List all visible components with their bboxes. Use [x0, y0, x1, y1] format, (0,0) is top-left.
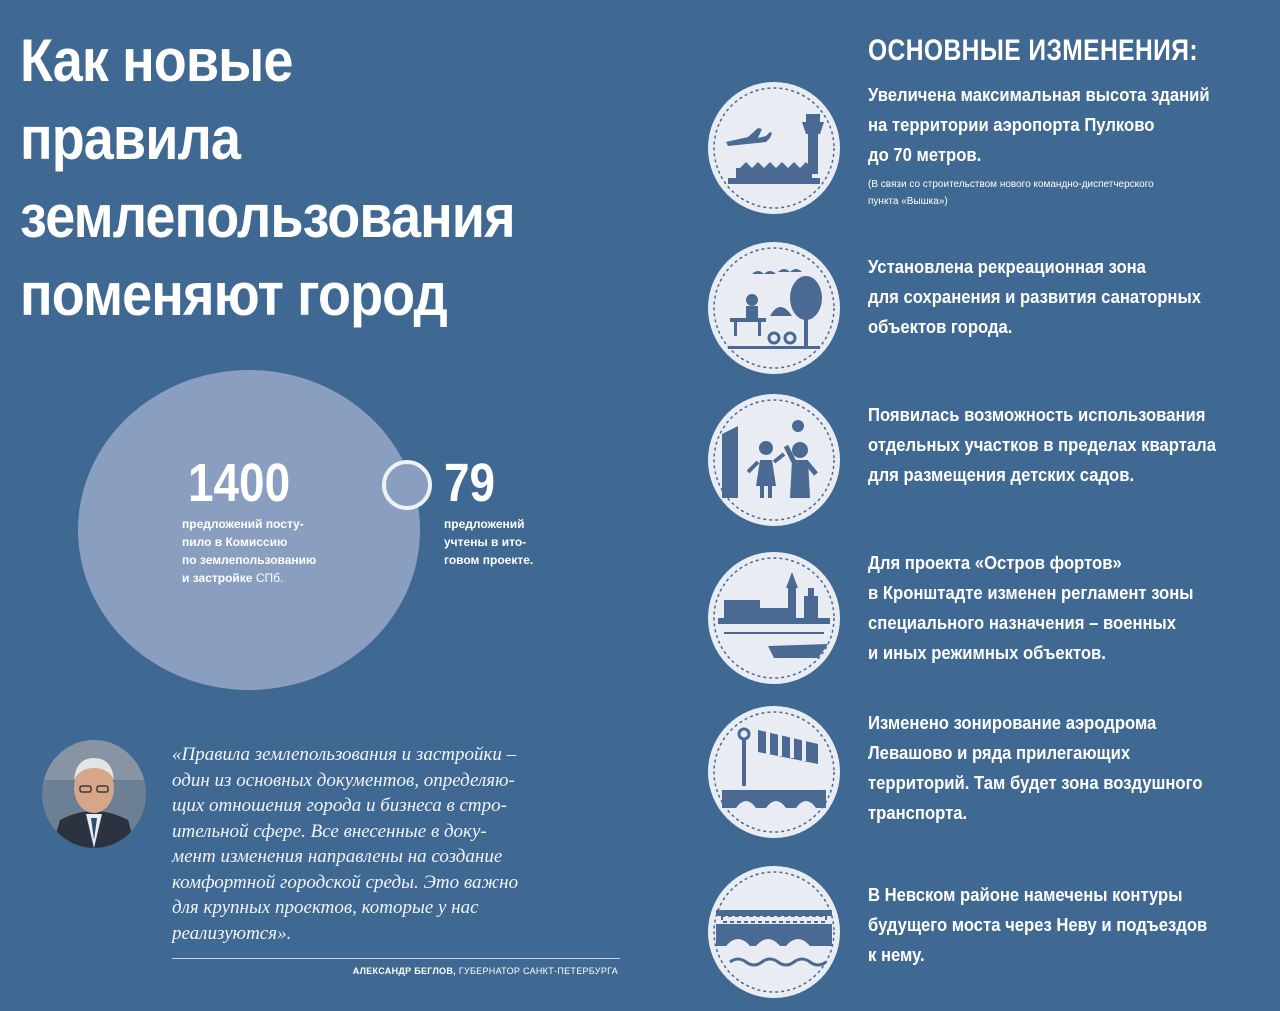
- stat-main-caption: [182, 515, 316, 587]
- recreation-icon: [708, 242, 840, 374]
- change-item-3-text: Появилась возможность использования отдельных участков в пределах квартала для размещения детских садов.: [868, 404, 1216, 485]
- stat-secondary-caption: предложений учтены в ито- говом проекте.: [444, 517, 534, 567]
- stat-secondary-value: 79: [444, 453, 496, 513]
- change-item-4-text: Для проекта «Остров фортов» в Кронштадте изменен регламент зоны специального назначения – военных и иных режимных объектов.: [868, 552, 1194, 663]
- bridge-icon: [708, 866, 840, 998]
- change-item-1-note: (В связи со строительством нового командно-диспетчерского пункта «Вышка»): [868, 179, 1154, 207]
- kindergarten-icon: [708, 394, 840, 526]
- quote-divider: [172, 958, 620, 959]
- page-title: Как новые правила землепользования поменяют город: [20, 27, 515, 328]
- airfield-icon: [708, 706, 840, 838]
- fort-island-icon: [708, 552, 840, 684]
- change-item-5-text: Изменено зонирование аэродрома Левашово и ряда прилегающих территорий. Там будет зона воздушного транспорта.: [868, 712, 1203, 823]
- quote-author: АЛЕКСАНДР БЕГЛОВ,: [352, 966, 456, 976]
- change-item-2-text: Установлена рекреационная зона для сохранения и развития санаторных объектов города.: [868, 256, 1201, 337]
- stats-circle-small: [382, 460, 432, 510]
- airport-icon: [708, 82, 840, 214]
- change-item-1-text: Увеличена максимальная высота зданий на территории аэропорта Пулково до 70 метров.: [868, 84, 1210, 165]
- governor-quote: «Правила землепользования и застройки – один из основных документов, определяю- щих отношения города и бизнеса в стро- ительной сфере. Все внесенные в доку- мент изменения направлены на создание комфортной городской среды. Это важно для крупных проектов, которые у нас реализуются».: [172, 744, 519, 944]
- stat-main-caption-bold: предложений посту- пило в Комиссию по землепользованию и застройке: [182, 517, 317, 585]
- governor-portrait: [42, 740, 146, 848]
- quote-author-role: ГУБЕРНАТОР САНКТ-ПЕТЕРБУРГА: [458, 966, 618, 976]
- quote-attribution: [172, 966, 618, 976]
- stat-main-caption-tail: СПб.: [255, 571, 284, 585]
- changes-title: ОСНОВНЫЕ ИЗМЕНЕНИЯ:: [868, 34, 1198, 67]
- stat-main-value: 1400: [188, 453, 291, 513]
- change-item-6-text: В Невском районе намечены контуры будущего моста через Неву и подъездов к нему.: [868, 884, 1208, 965]
